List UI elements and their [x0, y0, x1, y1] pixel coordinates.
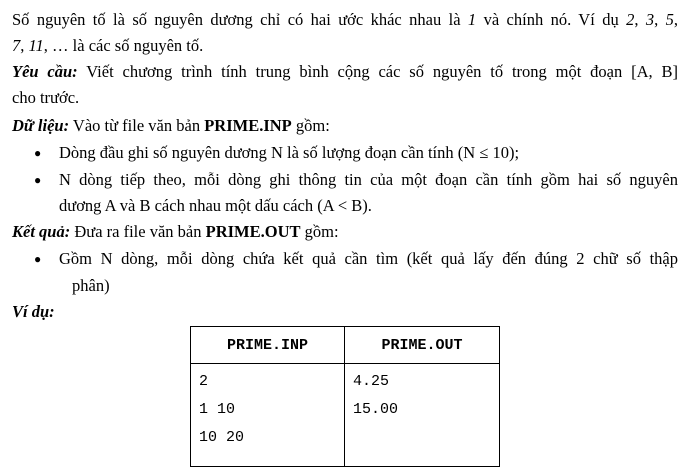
intro-text: , … là các số nguyên tố.	[43, 36, 204, 55]
output-cell	[345, 364, 500, 467]
output-bullet-1-cont	[72, 276, 678, 296]
requirement-line-2	[12, 88, 678, 108]
output-line: 4.25	[353, 373, 390, 390]
bullet-text: Dòng đầu ghi số nguyên dương N là số lượng đoạn cần tính (N ≤ 10);	[59, 143, 520, 162]
output-bullet-1	[59, 249, 678, 269]
input-text: gồm:	[291, 116, 330, 135]
table-header-row	[191, 327, 500, 364]
input-heading	[12, 116, 678, 136]
requirement-text: Viết chương trình tính trung bình cộng các số nguyên tố trong một đoạn [A, B]	[77, 62, 678, 81]
intro-number: 3	[645, 10, 655, 29]
example-heading	[12, 302, 678, 322]
output-label: Kết quả:	[12, 222, 71, 241]
intro-number: 11	[28, 36, 44, 55]
intro-text: Số nguyên tố là số nguyên dương chỉ có hai ước khác nhau là	[12, 10, 468, 29]
input-bullet-1	[59, 143, 678, 163]
intro-text: và chính nó. Ví dụ	[476, 10, 627, 29]
table-header: PRIME.INP	[191, 327, 345, 364]
example-label: Ví dụ:	[12, 302, 55, 321]
input-line: 1 10	[199, 401, 236, 418]
output-line: 15.00	[353, 401, 399, 418]
output-text: gồm:	[300, 222, 339, 241]
input-bullet-2-cont	[59, 196, 678, 216]
bullet-text: dương A và B cách nhau một dấu cách (A < B).	[59, 196, 372, 215]
bullet-icon: ●	[34, 146, 42, 160]
bullet-text: phân)	[72, 276, 110, 295]
input-filename: PRIME.INP	[204, 116, 292, 135]
intro-text: ,	[654, 10, 666, 29]
input-cell	[191, 364, 345, 467]
intro-number: 7	[12, 36, 21, 55]
requirement-line-1	[12, 62, 678, 82]
table-row	[191, 364, 500, 467]
bullet-icon: ●	[34, 173, 42, 187]
table-header: PRIME.OUT	[345, 327, 500, 364]
output-heading	[12, 222, 678, 242]
requirement-text: cho trước.	[12, 88, 80, 107]
bullet-icon: ●	[34, 252, 42, 266]
input-text: Vào từ file văn bản	[69, 116, 205, 135]
input-line: 10 20	[199, 429, 245, 446]
input-label: Dữ liệu:	[12, 116, 70, 135]
intro-line-1	[12, 10, 678, 30]
intro-number: 2	[626, 10, 635, 29]
input-bullet-2	[59, 170, 678, 190]
output-filename: PRIME.OUT	[205, 222, 301, 241]
intro-text: ,	[673, 10, 679, 29]
requirement-label: Yêu cầu:	[12, 62, 78, 81]
bullet-text: Gồm N dòng, mỗi dòng chứa kết quả cần tìm (kết quả lấy đến đúng 2 chữ số thập	[59, 249, 678, 268]
output-text: Đưa ra file văn bản	[70, 222, 206, 241]
intro-number: 1	[467, 10, 477, 29]
intro-line-2	[12, 36, 678, 56]
input-line: 2	[199, 373, 209, 390]
intro-text: ,	[20, 36, 29, 55]
intro-text: ,	[634, 10, 646, 29]
example-table	[190, 326, 500, 467]
bullet-text: N dòng tiếp theo, mỗi dòng ghi thông tin của một đoạn cần tính gồm hai số nguyên	[59, 170, 678, 189]
intro-number: 5	[665, 10, 674, 29]
